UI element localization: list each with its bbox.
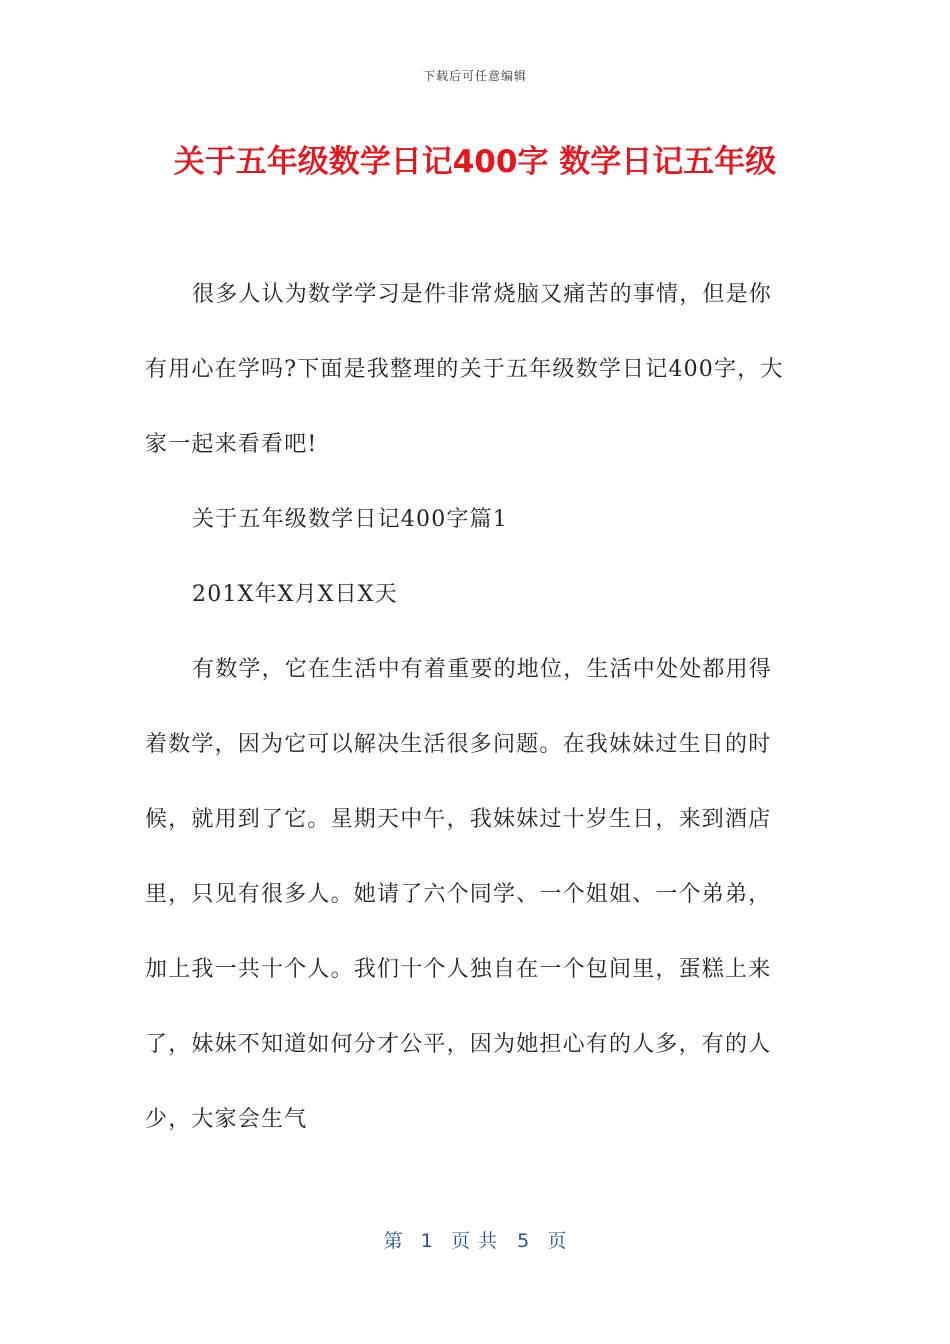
paragraph-line: 候，就用到了它。星期天中午，我妹妹过十岁生日，来到酒店 (145, 807, 772, 832)
paragraph-line: 着数学，因为它可以解决生活很多问题。在我妹妹过生日的时 (145, 732, 772, 757)
paragraph-line: 加上我一共十个人。我们十个人独自在一个包间里，蛋糕上来 (145, 957, 772, 982)
paragraph-line: 里，只见有很多人。她请了六个同学、一个姐姐、一个弟弟， (145, 882, 772, 907)
paragraph-line: 有用心在学吗?下面是我整理的关于五年级数学日记400字，大 (145, 357, 784, 382)
paragraph-line: 少，大家会生气 (145, 1107, 308, 1132)
footer-suffix: 页 (547, 1230, 567, 1252)
date-line: 201X年X月X日X天 (192, 582, 398, 607)
paragraph-line: 家一起来看看吧! (145, 432, 318, 457)
header-note: 下载后可任意编辑 (422, 69, 527, 83)
paragraph-line: 很多人认为数学学习是件非常烧脑又痛苦的事情，但是你 (192, 282, 773, 307)
paragraph-line: 了，妹妹不知道如何分才公平，因为她担心有的人多，有的人 (145, 1032, 772, 1057)
footer-total-pages: 5 (517, 1230, 530, 1252)
footer-prefix: 第 (383, 1230, 403, 1252)
page-footer (0, 1226, 950, 1253)
footer-middle: 页共 (451, 1230, 506, 1252)
page-title: 关于五年级数学日记400字 数学日记五年级 (173, 144, 777, 180)
footer-current-page: 1 (420, 1230, 433, 1252)
paragraph-line: 有数学，它在生活中有着重要的地位，生活中处处都用得 (192, 657, 773, 682)
section-heading: 关于五年级数学日记400字篇1 (192, 507, 508, 532)
